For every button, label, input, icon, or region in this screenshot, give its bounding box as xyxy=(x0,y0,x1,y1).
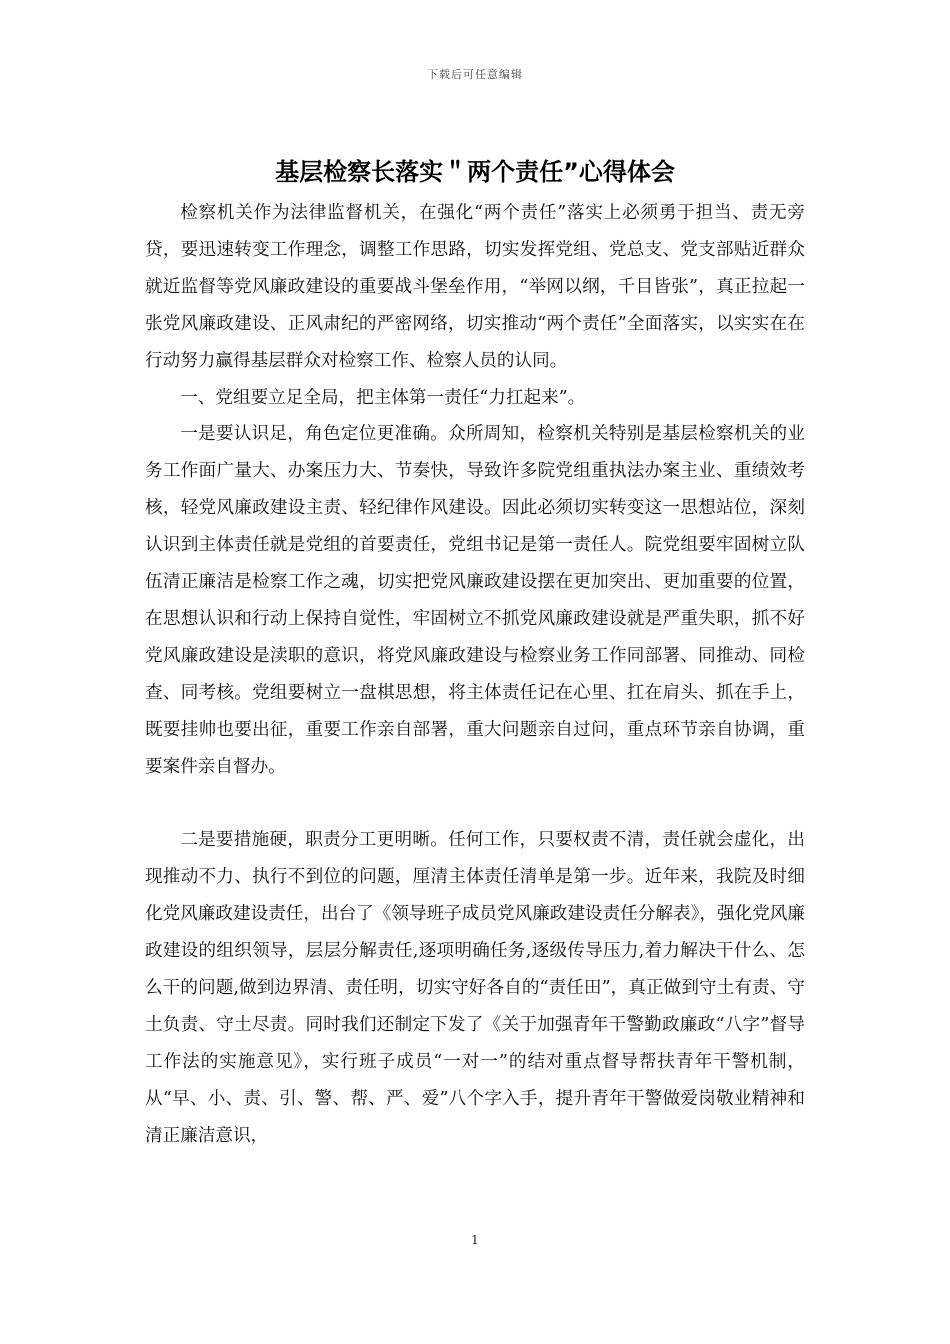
paragraph-point-one: 一是要认识足，角色定位更准确。众所周知，检察机关特别是基层检察机关的业务工作面广量大、办案压力大、节奏快，导致许多院党组重执法办案主业、重绩效考核，轻党风廉政建设主责、轻纪律作风建设。因此必须切实转变这一思想站位，深刻认识到主体责任就是党组的首要责任，党组书记是第一责任人。院党组要牢固树立队伍清正廉洁是检察工作之魂，切实把党风廉政建设摆在更加突出、更加重要的位置，在思想认识和行动上保持自觉性，牢固树立不抓党风廉政建设就是严重失职，抓不好党风廉政建设是渎职的意识，将党风廉政建设与检察业务工作同部署、同推动、同检查、同考核。党组要树立一盘棋思想，将主体责任记在心里、扛在肩头、抓在手上，既要挂帅也要出征，重要工作亲自部署，重大问题亲自过问，重点环节亲自协调，重要案件亲自督办。 xyxy=(145,424,805,777)
paragraph-section-heading: 一、党组要立足全局，把主体第一责任“力扛起来”。 xyxy=(180,387,586,408)
page-header: 下载后可任意编辑 xyxy=(427,68,523,81)
document-body-text xyxy=(145,195,805,1155)
document-title: 基层检察长落实＂两个责任”心得体会 xyxy=(275,158,675,186)
paragraph-intro: 检察机关作为法律监督机关，在强化“两个责任”落实上必须勇于担当、责无旁贷，要迅速转变工作理念，调整工作思路，切实发挥党组、党总支、党支部贴近群众就近监督等党风廉政建设的重要战斗堡垒作用，“举网以纲，千目皆张”，真正拉起一张党风廉政建设、正风肃纪的严密网络，切实推动“两个责任”全面落实，以实实在在行动努力赢得基层群众对检察工作、检察人员的认同。 xyxy=(145,203,805,371)
paragraph-point-two: 二是要措施硬，职责分工更明晰。任何工作，只要权责不清，责任就会虚化，出现推动不力、执行不到位的问题，厘清主体责任清单是第一步。近年来，我院及时细化党风廉政建设责任，出台了《领导班子成员党风廉政建设责任分解表》，强化党风廉政建设的组织领导，层层分解责任,逐项明确任务,逐级传导压力,着力解决干什么、怎么干的问题,做到边界清、责任明，切实守好各自的“责任田”，真正做到守土有责、守土负责、守土尽责。同时我们还制定下发了《关于加强青年干警勤政廉政“八字”督导工作法的实施意见》，实行班子成员“一对一”的结对重点督导帮扶青年干警机制，从“早、小、责、引、警、帮、严、爱”八个字入手，提升青年干警做爱岗敬业精神和清正廉洁意识， xyxy=(145,830,805,1146)
page-number: 1 xyxy=(471,1233,479,1247)
